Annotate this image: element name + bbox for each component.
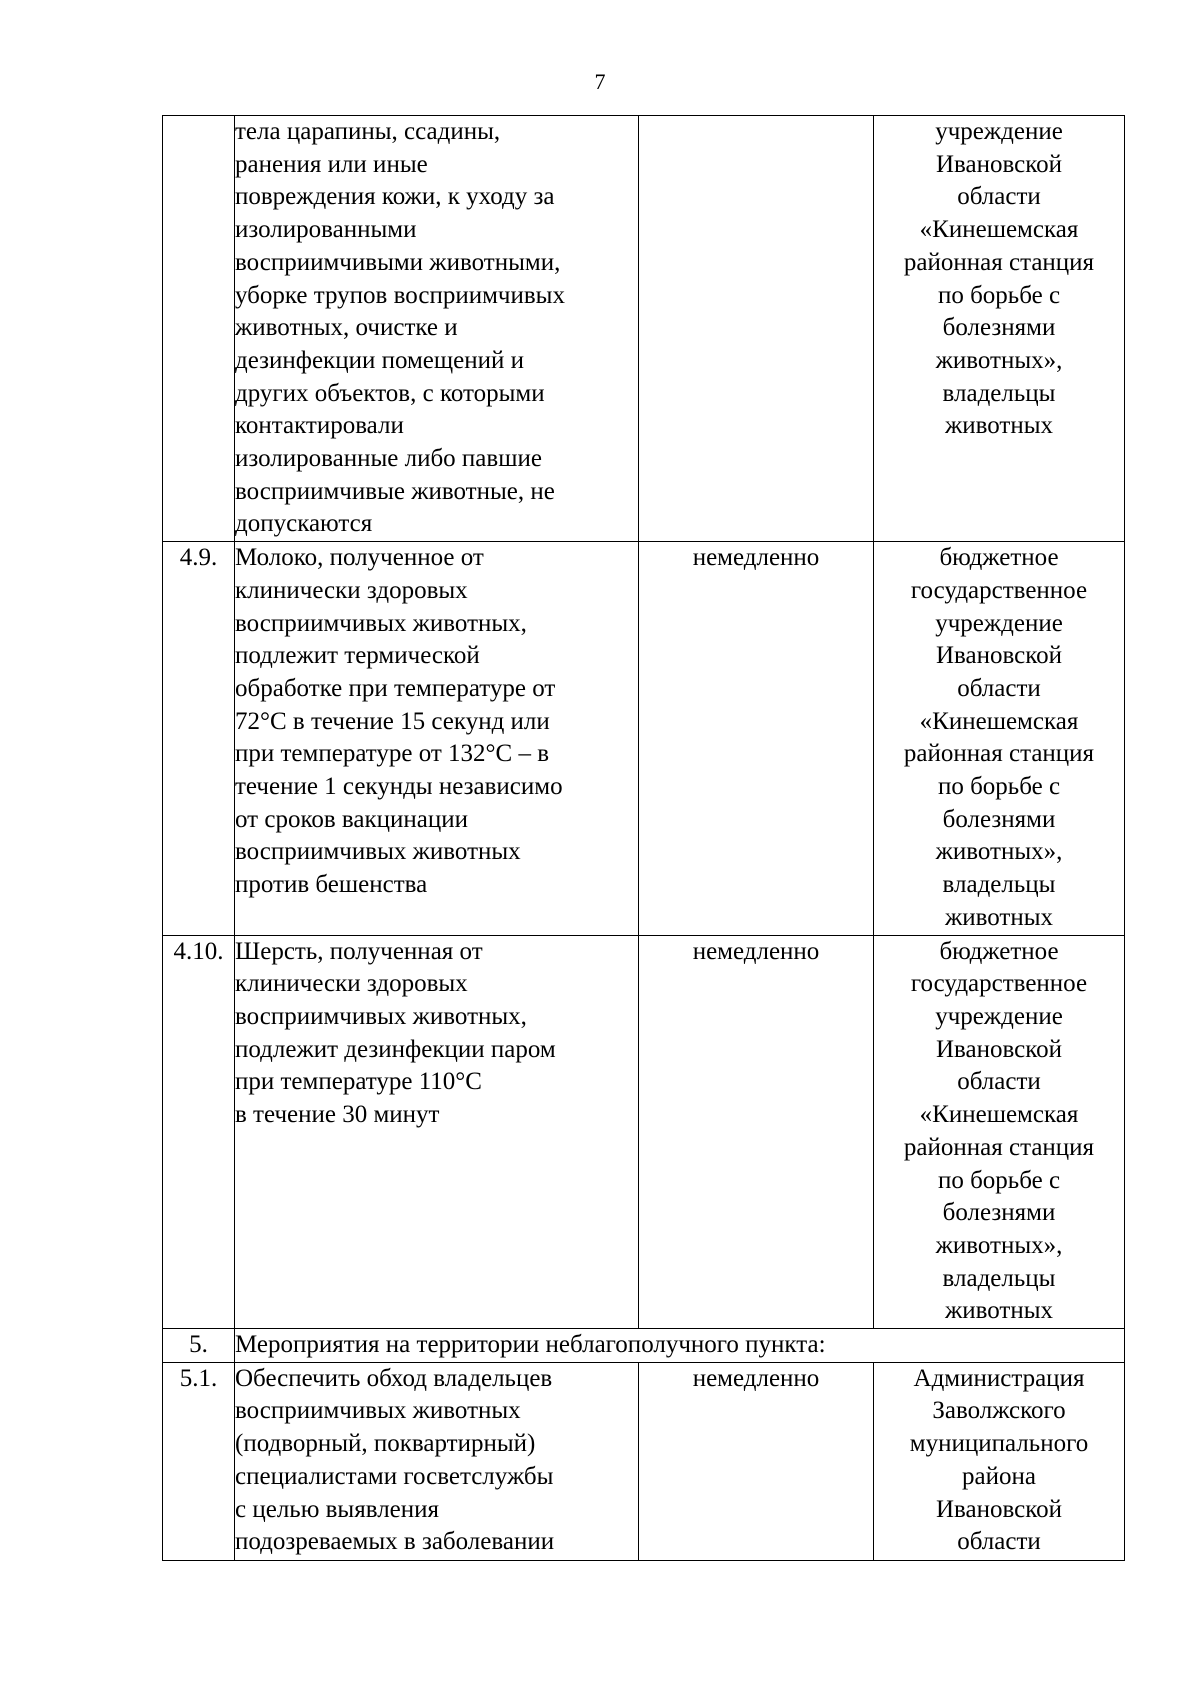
text-line: области <box>957 1528 1041 1556</box>
text-line: области <box>957 1068 1041 1096</box>
text-line: учреждение <box>935 1002 1063 1030</box>
text-line: Молоко, полученное от <box>235 544 484 572</box>
text-line: владельцы <box>942 871 1056 899</box>
text-line: при температуре от 132°С – в <box>235 740 550 768</box>
text-line: Ивановской <box>935 642 1062 670</box>
text-line: специалистами госветслужбы <box>235 1462 554 1490</box>
text-line: области <box>957 183 1041 211</box>
text-line: по борьбе с <box>937 773 1061 801</box>
text-line: района <box>962 1462 1036 1490</box>
responsible-cell <box>874 935 1125 1328</box>
action-cell <box>235 542 639 935</box>
text-line: животных», <box>935 346 1063 374</box>
text-line: ранения или иные <box>235 150 428 178</box>
action-cell <box>235 116 639 542</box>
text-line: государственное <box>910 576 1088 604</box>
text-line: животных», <box>935 1231 1063 1259</box>
deadline-cell: немедленно <box>639 542 874 935</box>
responsible-cell <box>874 116 1125 542</box>
text-line: учреждение <box>935 118 1063 145</box>
text-line: животных, очистке и <box>235 314 458 342</box>
text-line: с целью выявления <box>235 1495 440 1523</box>
responsible-cell <box>874 1362 1125 1560</box>
text-line: клинически здоровых <box>235 970 468 998</box>
text-line: тела царапины, ссадины, <box>235 118 501 145</box>
table-row <box>163 542 1125 935</box>
text-line: восприимчивые животные, не <box>235 477 555 505</box>
page-number: 7 <box>594 69 606 94</box>
text-line: Администрация <box>913 1364 1085 1392</box>
text-line: Заволжского <box>932 1397 1066 1425</box>
text-line: в течение 30 минут <box>235 1101 440 1129</box>
row-number: 5. <box>163 1329 235 1363</box>
text-line: против бешенства <box>235 871 428 899</box>
text-line: болезнями <box>942 314 1056 342</box>
text-line: подлежит термической <box>235 642 480 670</box>
text-line: животных <box>944 903 1054 931</box>
text-line: обработке при температуре от <box>235 674 556 702</box>
text-line: Ивановской <box>935 150 1062 178</box>
text-line: 72°С в течение 15 секунд или <box>235 707 550 735</box>
text-line: болезнями <box>942 1199 1056 1227</box>
text-line: контактировали <box>235 412 404 440</box>
text-line: от сроков вакцинации <box>235 805 468 833</box>
text-line: Ивановской <box>935 1035 1062 1063</box>
text-line: болезнями <box>942 805 1056 833</box>
row-number: 5.1. <box>163 1362 235 1560</box>
responsible-cell <box>874 542 1125 935</box>
text-line: при температуре 110°С <box>235 1068 482 1096</box>
text-line: изолированными <box>235 216 417 244</box>
text-line: «Кинешемская <box>919 216 1079 244</box>
action-cell <box>235 935 639 1328</box>
text-line: Мероприятия на территории неблагополучного пункта: <box>235 1331 826 1359</box>
row-number <box>163 116 235 542</box>
text-line: подлежит дезинфекции паром <box>235 1035 556 1063</box>
measures-table <box>162 115 1125 1561</box>
text-line: восприимчивых животных <box>235 1397 521 1425</box>
text-line: по борьбе с <box>937 281 1061 309</box>
text-line: районная станция <box>903 1133 1095 1161</box>
deadline-cell: немедленно <box>639 935 874 1328</box>
table-row <box>163 116 1125 542</box>
text-line: «Кинешемская <box>919 707 1079 735</box>
text-line: дезинфекции помещений и <box>235 346 525 374</box>
text-line: владельцы <box>942 1264 1056 1292</box>
text-line: восприимчивыми животными, <box>235 248 561 276</box>
text-line: районная станция <box>903 248 1095 276</box>
text-line: восприимчивых животных, <box>235 1002 527 1030</box>
text-line: бюджетное <box>939 937 1059 965</box>
text-line: животных <box>944 412 1054 440</box>
text-line: Обеспечить обход владельцев <box>235 1364 553 1392</box>
text-line: восприимчивых животных <box>235 838 521 866</box>
text-line: изолированные либо павшие <box>235 445 542 473</box>
text-line: других объектов, с которыми <box>235 379 545 407</box>
text-line: учреждение <box>935 609 1063 637</box>
text-line: Шерсть, полученная от <box>235 937 483 965</box>
text-line: (подворный, поквартирный) <box>235 1430 536 1458</box>
text-line: уборке трупов восприимчивых <box>235 281 565 309</box>
text-line: области <box>957 674 1041 702</box>
text-line: повреждения кожи, к уходу за <box>235 183 555 211</box>
text-line: бюджетное <box>939 544 1059 572</box>
text-line: государственное <box>910 970 1088 998</box>
text-line: подозреваемых в заболевании <box>235 1528 555 1556</box>
section-title <box>235 1329 1125 1363</box>
section-row <box>163 1329 1125 1363</box>
text-line: по борьбе с <box>937 1166 1061 1194</box>
deadline-cell <box>639 116 874 542</box>
deadline-cell: немедленно <box>639 1362 874 1560</box>
text-line: владельцы <box>942 379 1056 407</box>
text-line: допускаются <box>235 510 373 538</box>
text-line: клинически здоровых <box>235 576 468 604</box>
text-line: «Кинешемская <box>919 1101 1079 1129</box>
text-line: Ивановской <box>935 1495 1062 1523</box>
action-cell <box>235 1362 639 1560</box>
table-row <box>163 1362 1125 1560</box>
text-line: восприимчивых животных, <box>235 609 527 637</box>
row-number: 4.10. <box>163 935 235 1328</box>
table-row <box>163 935 1125 1328</box>
row-number: 4.9. <box>163 542 235 935</box>
text-line: муниципального <box>909 1430 1089 1458</box>
text-line: животных <box>944 1297 1054 1325</box>
text-line: животных», <box>935 838 1063 866</box>
text-line: районная станция <box>903 740 1095 768</box>
text-line: течение 1 секунды независимо <box>235 773 563 801</box>
